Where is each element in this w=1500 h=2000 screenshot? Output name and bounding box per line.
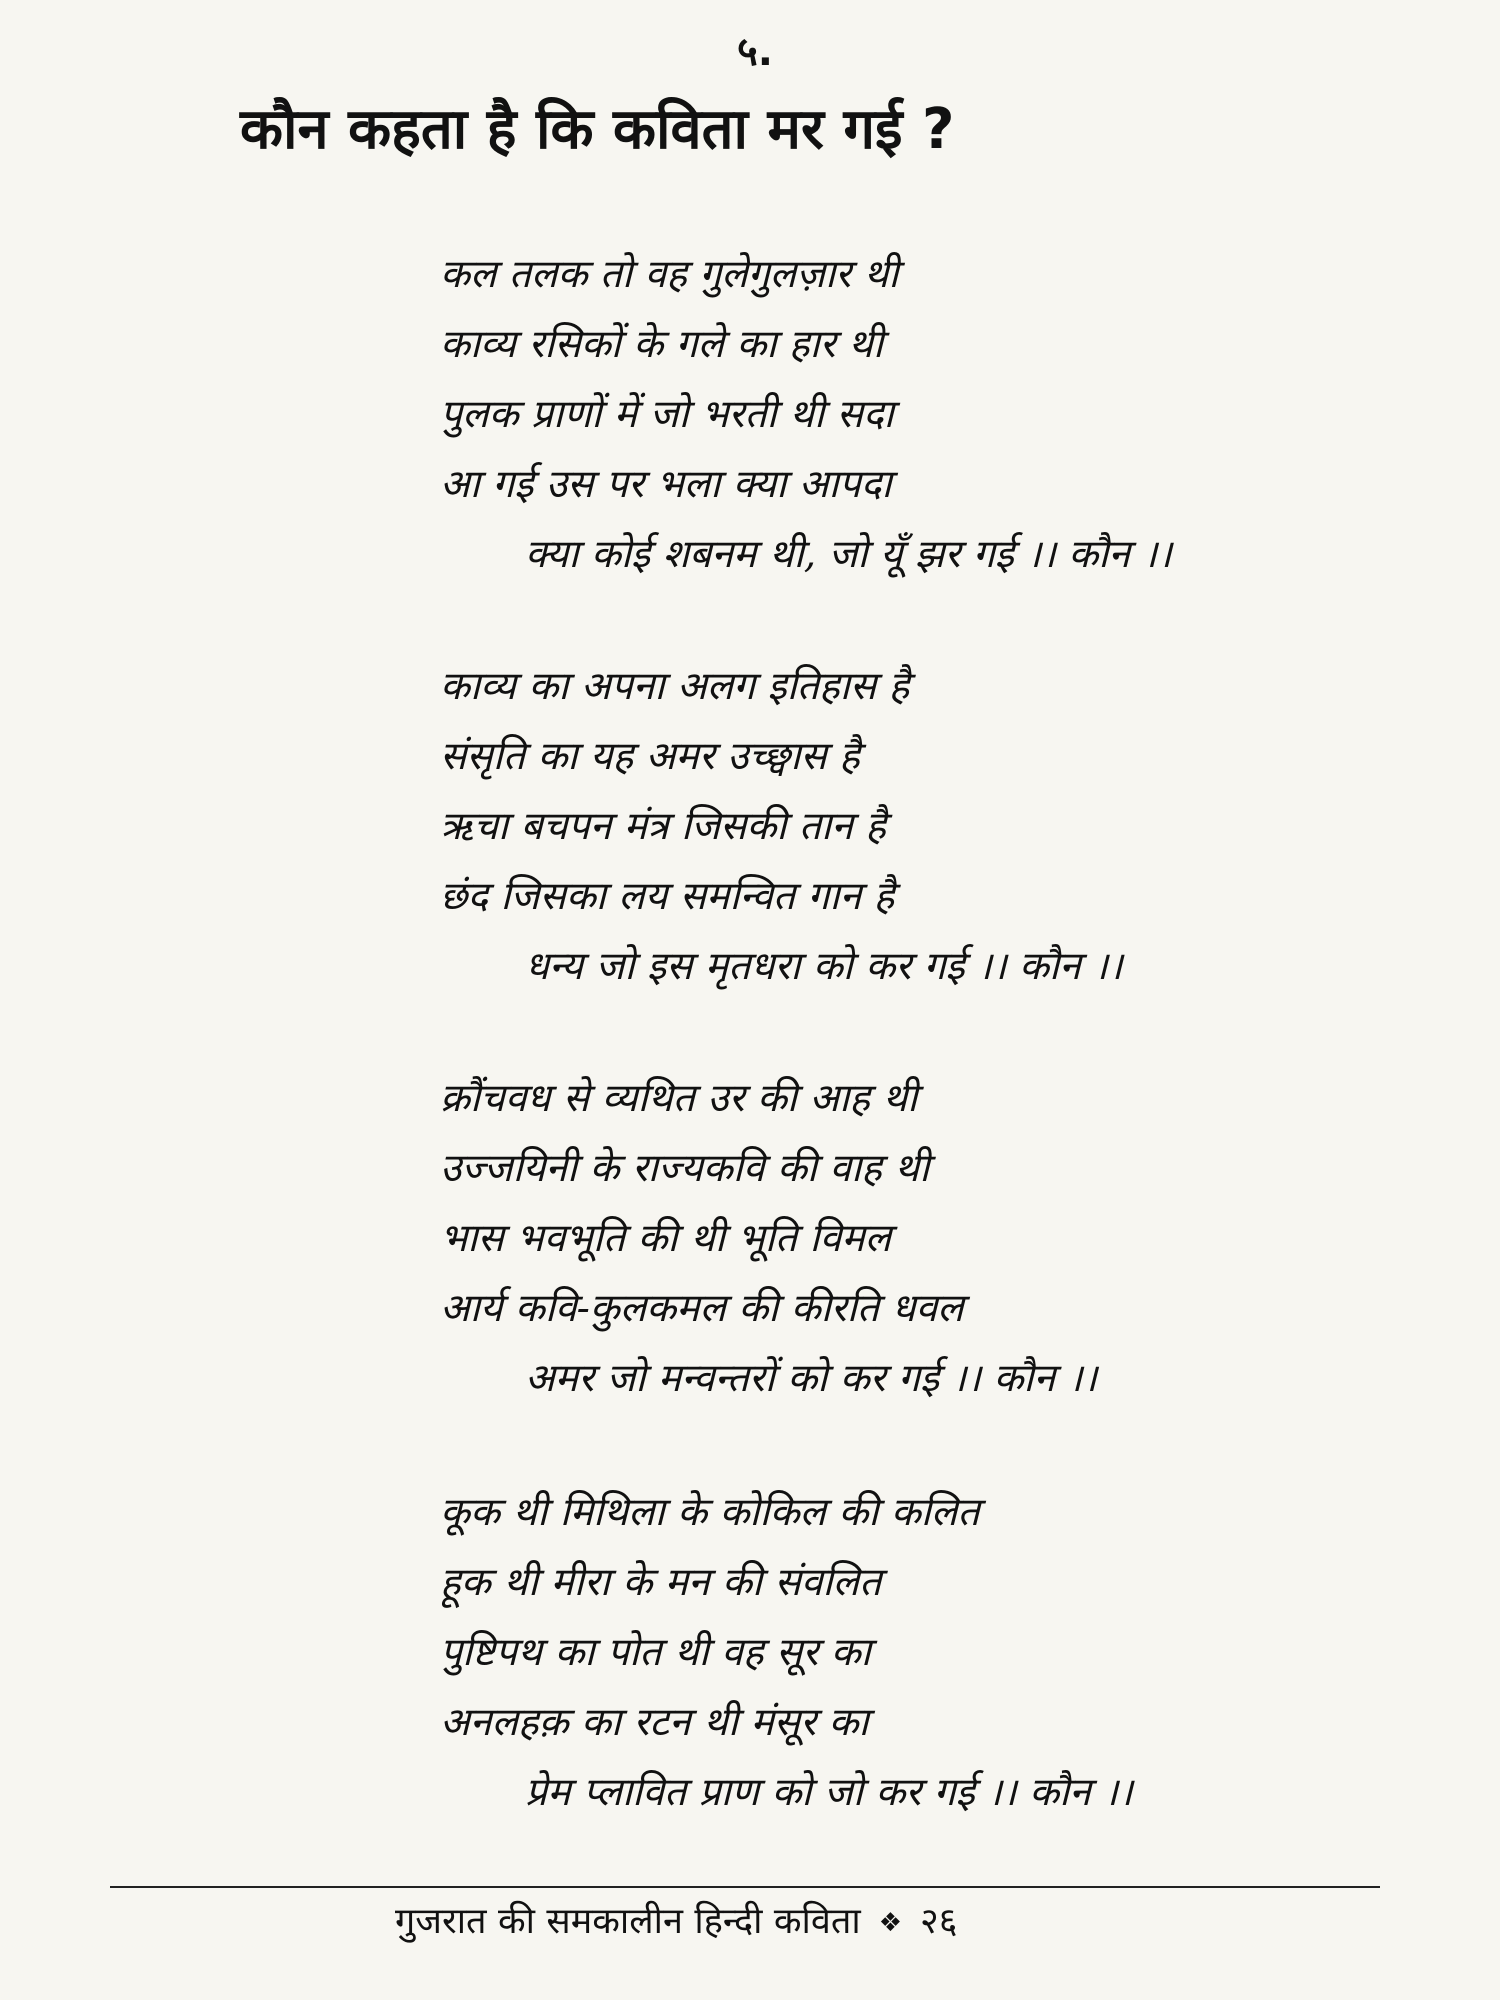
verse-line: ऋचा बचपन मंत्र जिसकी तान है	[440, 804, 886, 849]
verse-line: क्रौंचवध से व्यथित उर की आह थी	[440, 1076, 918, 1121]
stanza-4	[440, 1478, 1340, 1828]
refrain-line: क्या कोई शबनम थी, जो यूँ झर गई ।। कौन ।।	[525, 532, 1172, 577]
verse-line: पुलक प्राणों में जो भरती थी सदा	[440, 392, 894, 437]
footer-page-number: २६	[920, 1901, 958, 1942]
verse-line: छंद जिसका लय समन्वित गान है	[440, 874, 895, 919]
verse-line: भास भवभूति की थी भूति विमल	[440, 1216, 892, 1261]
verse-line: कूक थी मिथिला के कोकिल की कलित	[440, 1490, 980, 1535]
verse-line: काव्य रसिकों के गले का हार थी	[440, 322, 884, 367]
footer-divider	[110, 1886, 1380, 1888]
verse-line: हूक थी मीरा के मन की संवलित	[440, 1560, 882, 1605]
stanza-3	[440, 1064, 1340, 1414]
refrain-line: धन्य जो इस मृतधरा को कर गई ।। कौन ।।	[525, 944, 1123, 989]
poem-title: कौन कहता है कि कविता मर गई ?	[240, 97, 955, 162]
verse-line: काव्य का अपना अलग इतिहास है	[440, 664, 910, 709]
verse-line: आ गई उस पर भला क्या आपदा	[440, 462, 892, 507]
verse-line: अनलहक़ का रटन थी मंसूर का	[440, 1700, 869, 1745]
refrain-line: अमर जो मन्वन्तरों को कर गई ।। कौन ।।	[525, 1356, 1098, 1401]
refrain-line: प्रेम प्लावित प्राण को जो कर गई ।। कौन ।।	[525, 1770, 1133, 1815]
verse-line: पुष्टिपथ का पोत थी वह सूर का	[440, 1630, 871, 1675]
verse-line: उज्जयिनी के राज्यकवि की वाह थी	[440, 1146, 930, 1191]
stanza-2	[440, 652, 1340, 1002]
verse-line: आर्य कवि-कुलकमल की कीरति धवल	[440, 1286, 964, 1331]
verse-line: संसृति का यह अमर उच्छ्वास है	[440, 734, 860, 779]
page-footer	[395, 1898, 957, 1947]
verse-line: कल तलक तो वह गुलेगुलज़ार थी	[440, 252, 899, 297]
stanza-1	[440, 240, 1340, 590]
ornament-icon: ❖	[878, 1908, 902, 1938]
footer-book-title: गुजरात की समकालीन हिन्दी कविता	[395, 1901, 861, 1942]
poem-number: ५.	[737, 29, 773, 75]
